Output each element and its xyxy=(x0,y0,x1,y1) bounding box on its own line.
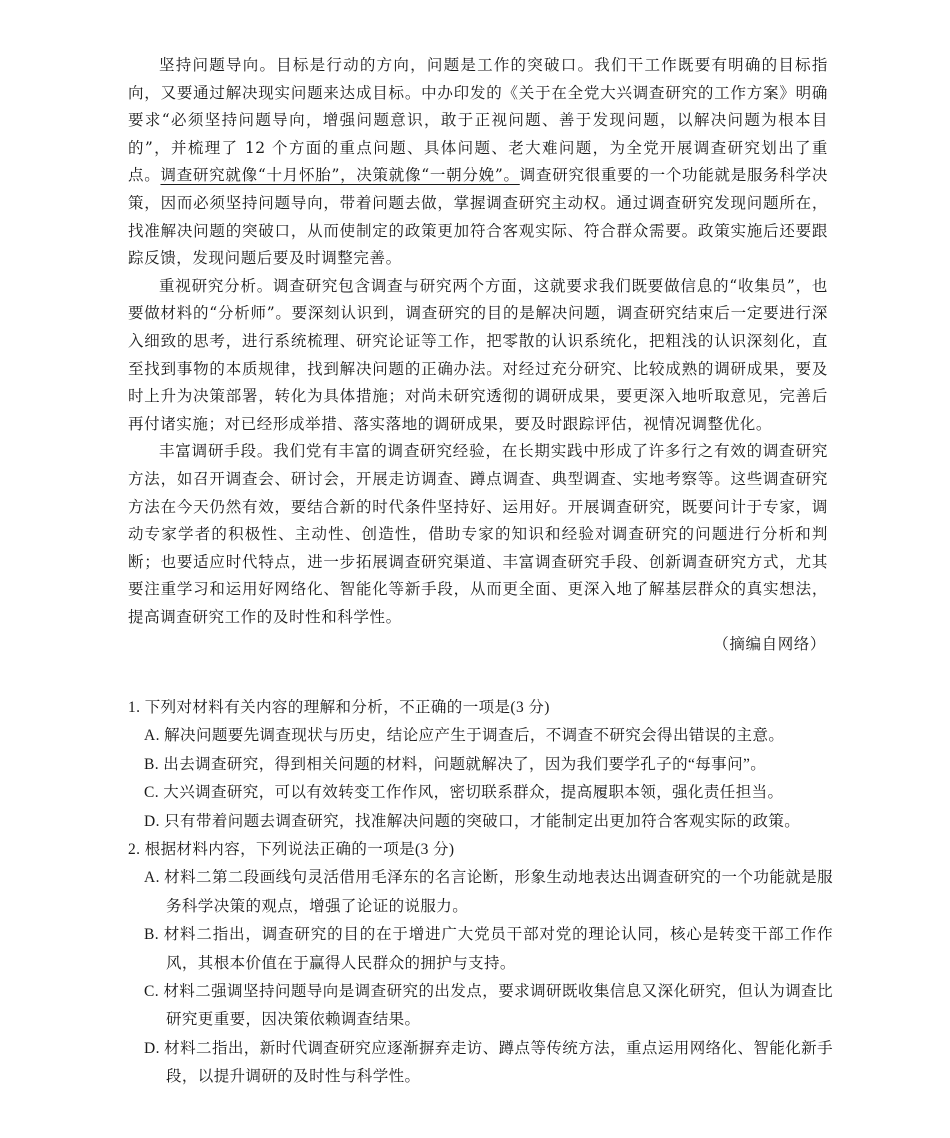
paragraph-text: 坚持问题导向。目标是行动的方向，问题是工作的突破口。我们干工作既要有明确的目标指向，又要通过解决现实问题来达成目标。中办印发的《关于在全党大兴调查研究的工作方案》明确要求“必须坚持问题导向，增强问题意识，敢于正视问题、善于发现问题，以解决问题为根本目的”，并梳理了 12 个方面的重点问题、具体问题、老大难问题，为全党开展调查研究划出了重点。 xyxy=(128,56,828,185)
underlined-sentence: 调查研究就像“十月怀胎”，决策就像“一朝分娩”。 xyxy=(160,166,520,185)
option-c: C. 材料二强调坚持问题导向是调查研究的出发点，要求调研既收集信息又深化研究，但认为调查比研究更重要，因决策依赖调查结果。 xyxy=(144,983,833,1029)
paragraph-research-methods: 丰富调研手段。我们党有丰富的调查研究经验，在长期实践中形成了许多行之有效的调查研究方法，如召开调查会、研讨会，开展走访调查、蹲点调查、典型调查、实地考察等。这些调查研究方法在今天仍然有效，要结合新的时代条件坚持好、运用好。开展调查研究，既要问计于专家，调动专家学者的积极性、主动性、创造性，借助专家的知识和经验对调查研究的问题进行分析和判断；也要适应时代特点，进一步拓展调查研究渠道、丰富调查研究手段、创新调查研究方式，尤其要注重学习和运用好网络化、智能化等新手段，从而更全面、更深入地了解基层群众的真实想法，提高调查研究工作的及时性和科学性。 xyxy=(128,442,828,626)
reading-passage xyxy=(128,52,828,659)
source-note: （摘编自网络） xyxy=(713,635,826,654)
paragraph-research-analysis: 重视研究分析。调查研究包含调查与研究两个方面，这就要求我们既要做信息的“收集员”，也要做材料的“分析师”。要深刻认识到，调查研究的目的是解决问题，调查研究结束后一定要进行深入细致的思考，进行系统梳理、研究论证等工作，把零散的认识系统化，把粗浅的认识深刻化，直至找到事物的本质规律，找到解决问题的正确办法。对经过充分研究、比较成熟的调研成果，要及时上升为决策部署，转化为具体措施；对尚未研究透彻的调研成果，要更深入地听取意见，完善后再付诸实施；对已经形成举措、落实落地的调研成果，要及时跟踪评估，视情况调整优化。 xyxy=(128,276,828,433)
question-stem: 2. 根据材料内容，下列说法正确的一项是(3 分) xyxy=(128,841,455,859)
paragraph-text: 调查研究很重要的一个功能就是服务科学决策，因而必须坚持问题导向，带着问题去做，掌握调查研究主动权。通过调查研究发现问题所在，找准解决问题的突破口，从而使制定的政策更加符合客观实际、符合群众需要。政策实施后还要跟踪反馈，发现问题后要及时调整完善。 xyxy=(128,166,829,268)
option-a: A. 解决问题要先调查现状与历史，结论应产生于调查后，不调查不研究会得出错误的主意。 xyxy=(144,727,785,745)
option-d: D. 只有带着问题去调查研究，找准解决问题的突破口，才能制定出更加符合客观实际的政策。 xyxy=(144,812,801,830)
question-stem: 1. 下列对材料有关内容的理解和分析，不正确的一项是(3 分) xyxy=(128,699,550,716)
option-b: B. 材料二指出，调查研究的目的在于增进广大党员干部对党的理论认同，核心是转变干部工作作风，其根本价值在于赢得人民群众的拥护与支持。 xyxy=(144,926,833,972)
option-d: D. 材料二指出，新时代调查研究应逐渐摒弃走访、蹲点等传统方法，重点运用网络化、智能化新手段，以提升调研的及时性与科学性。 xyxy=(144,1039,833,1086)
question-2 xyxy=(128,836,833,1092)
option-c: C. 大兴调查研究，可以有效转变工作作风，密切联系群众，提高履职本领，强化责任担当。 xyxy=(144,784,784,802)
option-a: A. 材料二第二段画线句灵活借用毛泽东的名言论断，形象生动地表达出调查研究的一个功能就是服务科学决策的观点，增强了论证的说服力。 xyxy=(144,869,833,915)
question-1 xyxy=(128,694,833,836)
question-section xyxy=(128,694,833,1092)
option-b: B. 出去调查研究，得到相关问题的材料，问题就解决了，因为我们要学孔子的“每事问”。 xyxy=(144,755,767,773)
paragraph-problem-orientation xyxy=(128,52,828,273)
